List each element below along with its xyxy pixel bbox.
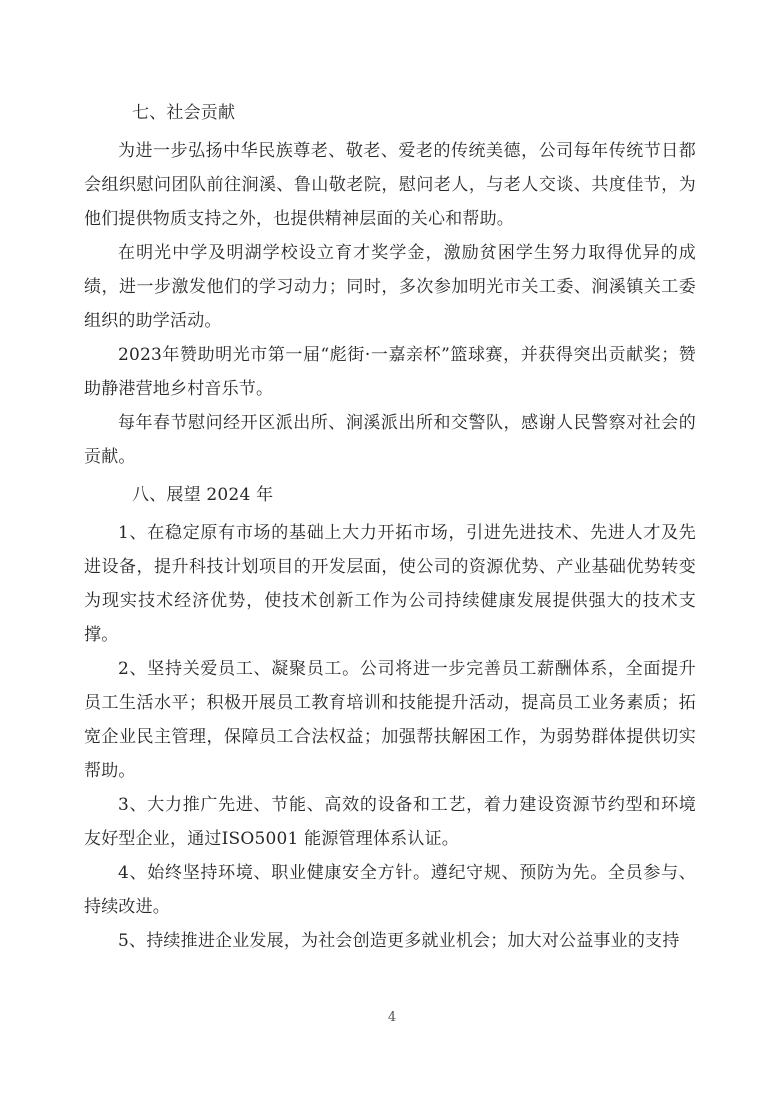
- page-number: 4: [387, 1010, 397, 1025]
- list-item-safety-policy: 4、始终坚持环境、职业健康安全方针。遵纪守规、预防为先。全员参与、持续改进。: [84, 863, 696, 917]
- paragraph-scholarship: 在明光中学及明湖学校设立育才奖学金，激励贫困学生努力取得优异的成绩，进一步激发他们的学习动力；同时，多次参加明光市关工委、涧溪镇关工委组织的助学活动。: [84, 243, 696, 331]
- list-item-market-expansion: 1、在稳定原有市场的基础上大力开拓市场，引进先进技术、先进人才及先进设备，提升科技计划项目的开发层面，使公司的资源优势、产业基础优势转变为现实技术经济优势，使技术创新工作为公司持续健康发展提供强大的技术支撑。: [84, 523, 696, 645]
- section-heading-outlook-2024: 八、展望 2024 年: [132, 485, 274, 505]
- section-heading-social-contribution: 七、社会贡献: [132, 103, 236, 123]
- paragraph-elderly-care: 为进一步弘扬中华民族尊老、敬老、爱老的传统美德，公司每年传统节日都会组织慰问团队前往涧溪、鲁山敬老院，慰问老人，与老人交谈、共度佳节，为他们提供物质支持之外，也提供精神层面的关心和帮助。: [84, 141, 696, 229]
- list-item-employee-care: 2、坚持关爱员工、凝聚员工。公司将进一步完善员工薪酬体系，全面提升员工生活水平；积极开展员工教育培训和技能提升活动，提高员工业务素质；拓宽企业民主管理，保障员工合法权益；加强帮扶解困工作，为弱势群体提供切实帮助。: [84, 659, 696, 781]
- list-item-enterprise-development: 5、持续推进企业发展，为社会创造更多就业机会；加大对公益事业的支持: [118, 931, 680, 951]
- paragraph-police-visit: 每年春节慰问经开区派出所、涧溪派出所和交警队，感谢人民警察对社会的贡献。: [84, 413, 696, 467]
- paragraph-sponsorship: 2023年赞助明光市第一届“彪街·一嘉亲杯”篮球赛，并获得突出贡献奖；赞助静港营地乡村音乐节。: [84, 345, 696, 399]
- list-item-energy-saving: 3、大力推广先进、节能、高效的设备和工艺，着力建设资源节约型和环境友好型企业，通过ISO5001 能源管理体系认证。: [84, 795, 696, 849]
